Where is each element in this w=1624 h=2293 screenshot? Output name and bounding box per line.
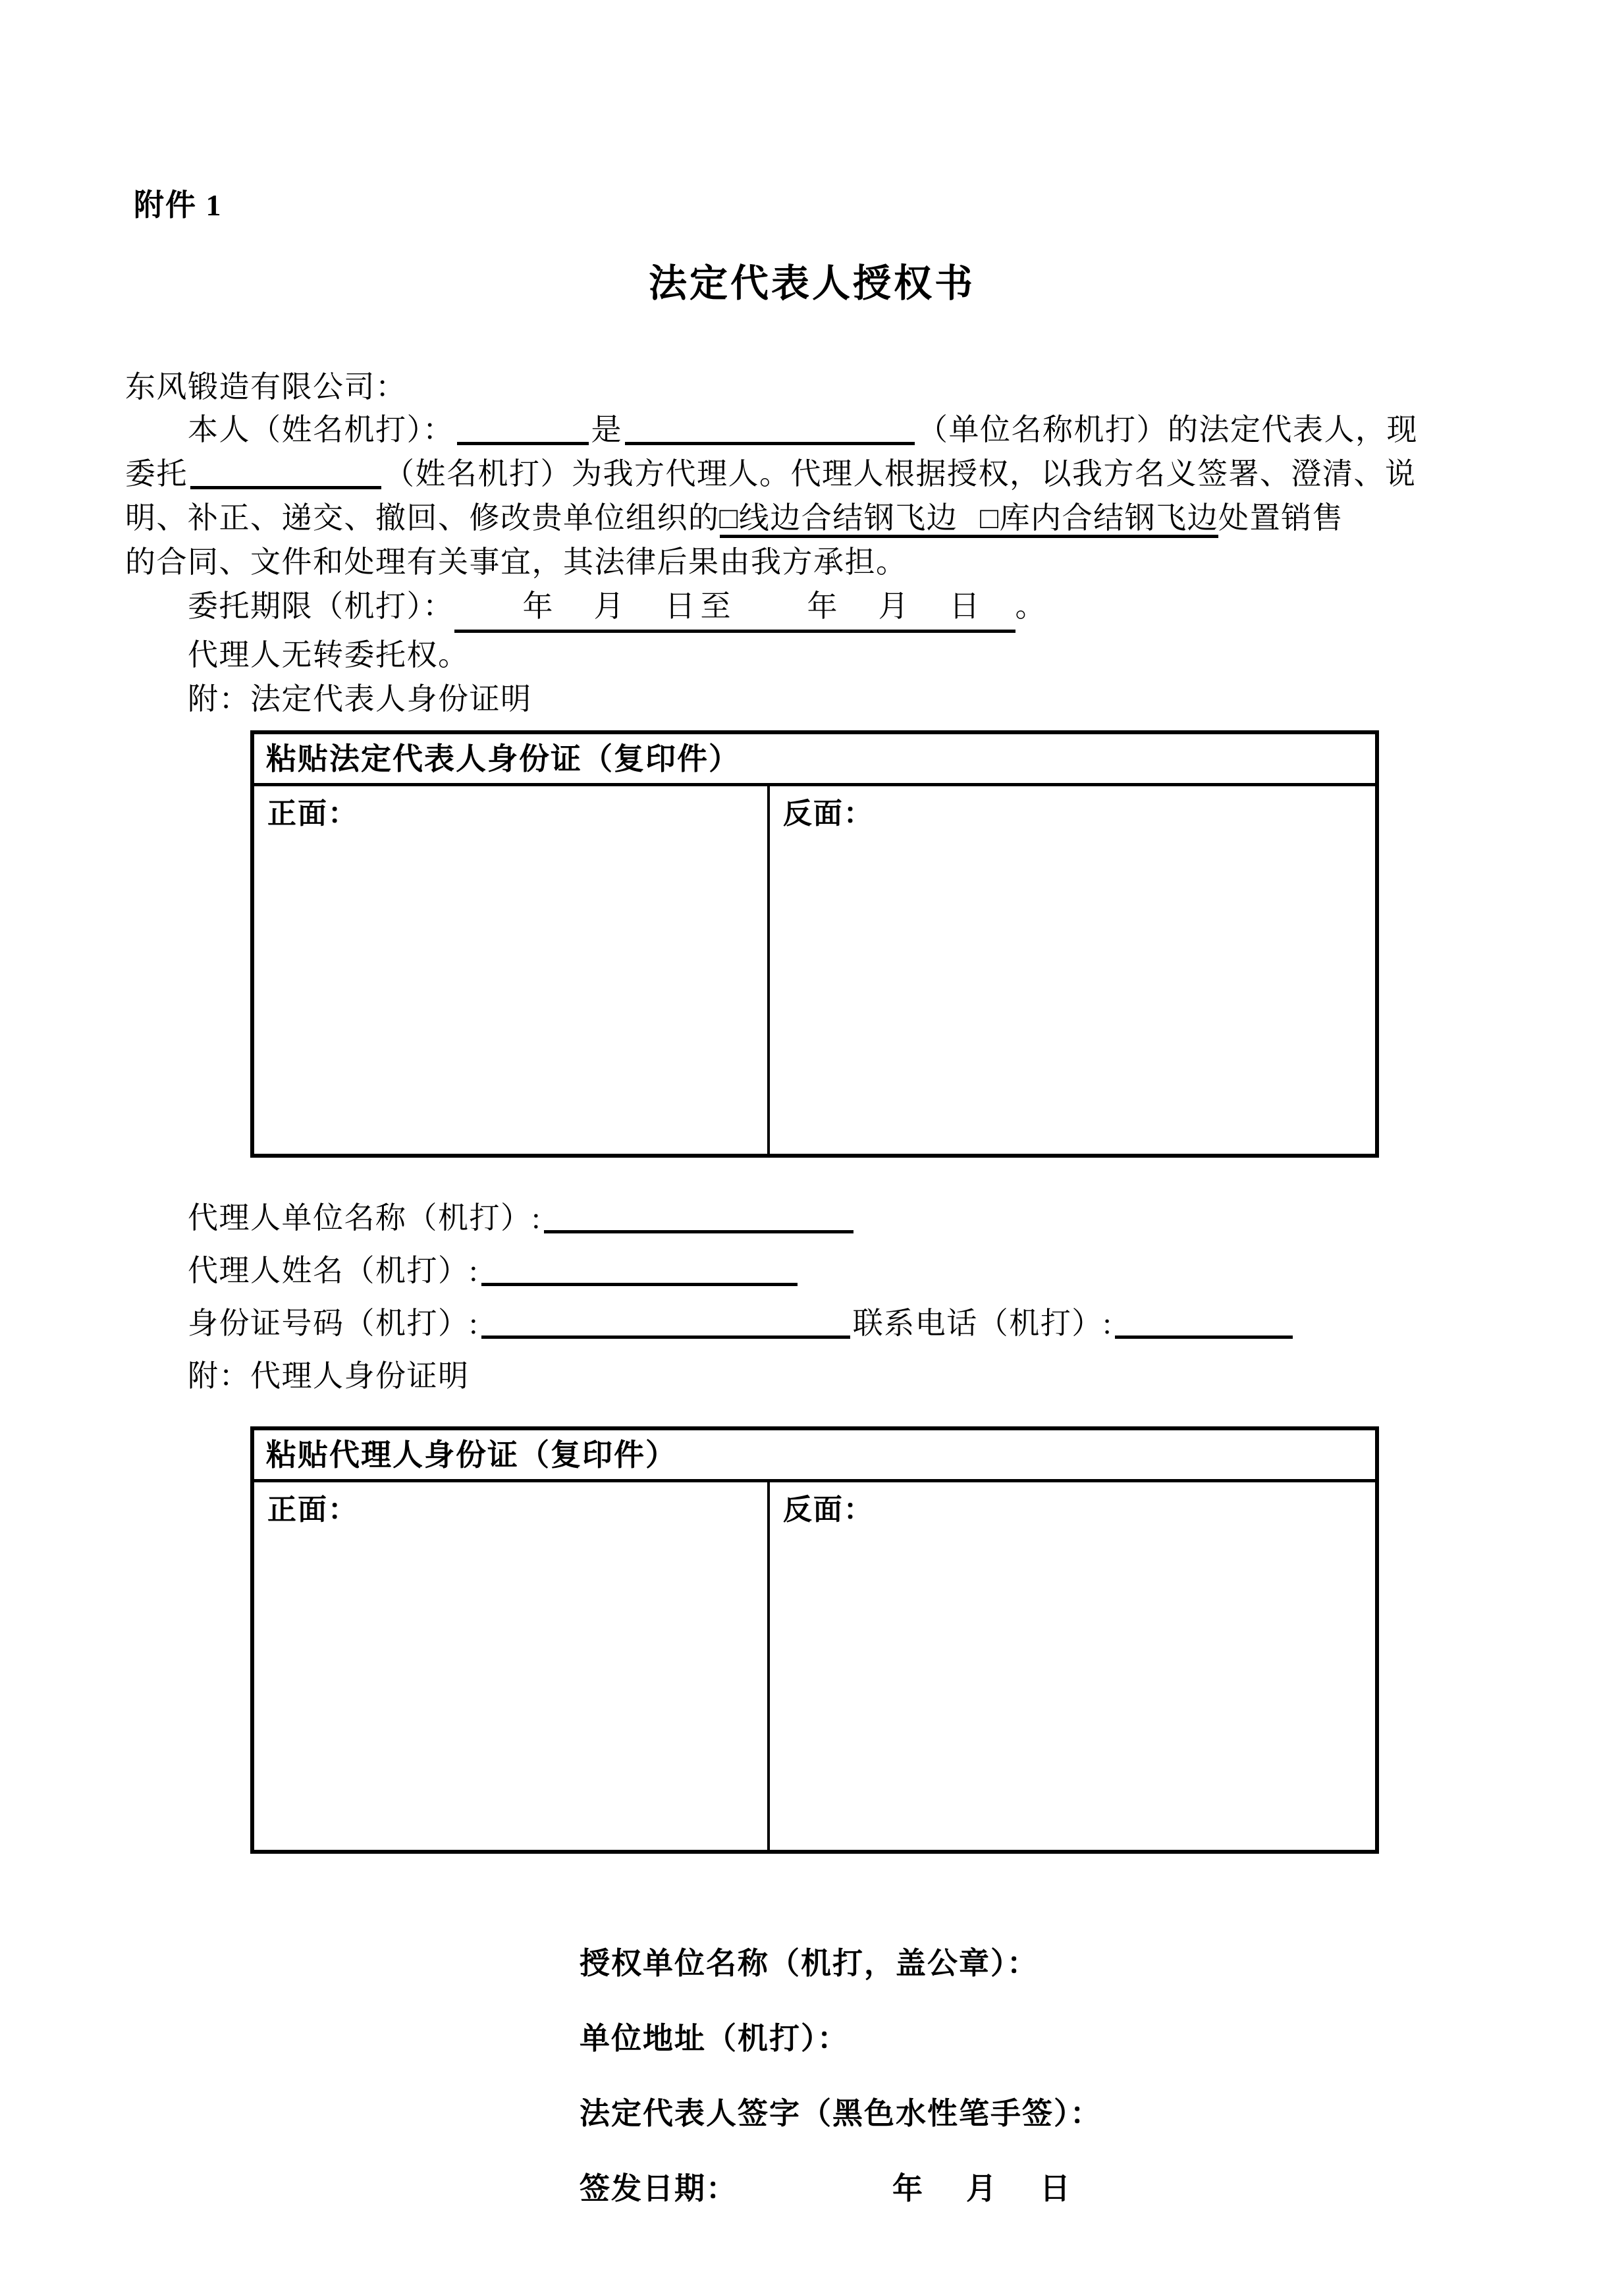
body-text: 的合同、文件和处理有关事宜，其法律后果由我方承担。 xyxy=(125,545,907,579)
agent-info-fields xyxy=(188,1192,1624,1403)
body-line-7 xyxy=(125,677,1565,721)
body-text: 是 xyxy=(591,413,622,446)
body-text: 代理人无转委托权。 xyxy=(188,638,470,672)
agent-box-body xyxy=(254,1482,1375,1850)
field-label: 代理人单位名称（机打）: xyxy=(188,1201,541,1235)
option-warehouse xyxy=(980,501,1218,535)
field-label: 代理人姓名（机打）: xyxy=(188,1254,479,1287)
issue-date-line xyxy=(580,2170,1624,2208)
back-label: 反面： xyxy=(782,1494,874,1526)
legal-rep-signature-line: 法定代表人签字（黑色水性笔手签）： xyxy=(580,2097,1102,2130)
agent-company-blank xyxy=(544,1227,853,1233)
signature-block xyxy=(580,1945,1624,2208)
agent-id-phone-field xyxy=(188,1297,1624,1350)
agent-name-blank xyxy=(481,1280,798,1286)
agent-id-back-cell xyxy=(770,1482,1375,1850)
body-line-5 xyxy=(125,584,1565,633)
agent-name-field xyxy=(188,1245,1624,1297)
body-text: 明、补正、递交、撤回、修改贵单位组织的 xyxy=(125,501,720,535)
body-text: 本人（姓名机打）： xyxy=(188,413,454,446)
delegation-period-blank: 年 月 日至 年 月 日 xyxy=(454,584,1015,633)
body-text: （姓名机打）为我方代理人。代理人根据授权，以我方名义签署、澄清、说 xyxy=(384,457,1417,491)
field-label: 联系电话（机打）: xyxy=(852,1307,1113,1340)
body-line-4 xyxy=(125,540,1565,584)
body-paragraph xyxy=(125,408,1565,721)
field-label: 附：代理人身份证明 xyxy=(188,1359,470,1393)
back-label: 反面： xyxy=(782,797,874,830)
body-line-2 xyxy=(125,452,1565,496)
option-label: 库内合结钢飞边 xyxy=(999,501,1219,535)
option-label: 线边合结钢飞边 xyxy=(738,501,958,535)
legal-rep-id-paste-box xyxy=(250,730,1379,1158)
body-line-6 xyxy=(125,633,1565,677)
authorizing-company-line: 授权单位名称（机打，盖公章）： xyxy=(580,1947,1039,1980)
agent-name-blank xyxy=(190,483,381,489)
name-blank xyxy=(457,439,589,445)
company-name-blank xyxy=(625,439,915,445)
legal-rep-box-body xyxy=(254,786,1375,1154)
issue-date-value: 年 月 日 xyxy=(892,2172,1077,2205)
salutation: 东风锻造有限公司： xyxy=(125,370,407,404)
checkbox-icon: □ xyxy=(980,501,1000,535)
legal-rep-id-front-cell xyxy=(254,786,770,1154)
agent-id-paste-box xyxy=(250,1426,1379,1854)
legal-rep-box-header: 粘贴法定代表人身份证（复印件） xyxy=(254,734,1375,786)
body-text: 委托 xyxy=(125,457,188,491)
body-line-1 xyxy=(125,408,1565,452)
agent-attachment-note xyxy=(188,1350,1624,1403)
agent-phone-blank xyxy=(1115,1333,1293,1339)
attachment-label: 附件 1 xyxy=(134,188,223,222)
checkbox-icon: □ xyxy=(719,501,739,535)
front-label: 正面： xyxy=(267,797,358,830)
page-title: 法定代表人授权书 xyxy=(648,262,975,305)
body-text: 委托期限（机打）： xyxy=(188,589,454,623)
body-line-3 xyxy=(125,496,1565,540)
body-text: 处置销售 xyxy=(1218,501,1344,535)
front-label: 正面： xyxy=(267,1494,358,1526)
agent-id-blank xyxy=(481,1333,850,1339)
body-text: 。 xyxy=(1015,589,1046,623)
option-line-side xyxy=(720,501,958,535)
agent-box-header: 粘贴代理人身份证（复印件） xyxy=(254,1430,1375,1482)
agent-company-field xyxy=(188,1192,1624,1245)
company-address-line: 单位地址（机打）： xyxy=(580,2022,849,2055)
body-text: （单位名称机打）的法定代表人，现 xyxy=(917,413,1418,446)
legal-rep-id-back-cell xyxy=(770,786,1375,1154)
agent-id-front-cell xyxy=(254,1482,770,1850)
issue-date-label: 签发日期： xyxy=(580,2172,738,2205)
scope-options-underline xyxy=(720,501,1219,538)
field-label: 身份证号码（机打）: xyxy=(188,1307,479,1340)
body-text: 附：法定代表人身份证明 xyxy=(188,682,532,716)
